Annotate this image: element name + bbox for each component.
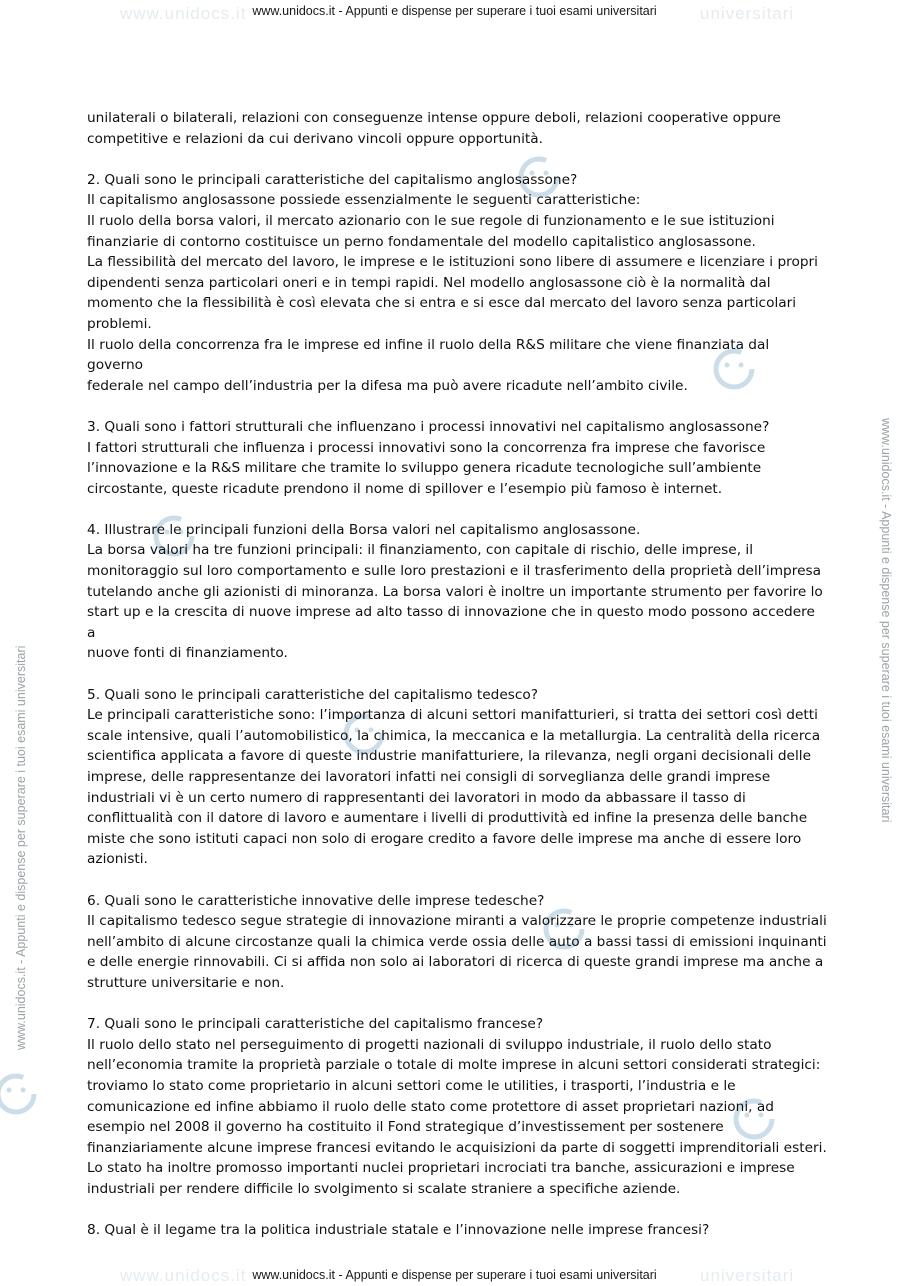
text-line: Lo stato ha inoltre promosso importanti nuclei proprietari incrociati tra banche, assicurazioni e imprese <box>87 1160 795 1177</box>
text-line: tutelando anche gli azionisti di minoranza. La borsa valori è inoltre un importante strumento per favorire lo <box>87 583 823 600</box>
text-line: nuove fonti di finanziamento. <box>87 645 288 662</box>
text-line: La flessibilità del mercato del lavoro, le imprese e le istituzioni sono libere di assumere e licenziare i propri <box>87 254 818 271</box>
text-line: Il capitalismo tedesco segue strategie di innovazione miranti a valorizzare le proprie competenze industriali <box>87 913 827 930</box>
question-heading: 7. Quali sono le principali caratteristiche del capitalismo francese? <box>87 1016 544 1033</box>
unidocs-logo-icon <box>0 1070 40 1118</box>
intro-paragraph <box>87 108 827 149</box>
text-line: Il capitalismo anglosassone possiede essenzialmente le seguenti caratteristiche: <box>87 192 641 209</box>
question-heading: 2. Quali sono le principali caratteristiche del capitalismo anglosassone? <box>87 171 578 188</box>
question-heading: 4. Illustrare le principali funzioni della Borsa valori nel capitalismo anglosassone. <box>87 521 641 538</box>
text-line: Le principali caratteristiche sono: l’importanza di alcuni settori manifatturieri, si tratta dei settori così detti <box>87 707 818 724</box>
section-question-3 <box>87 417 827 499</box>
text-line: finanziarie di contorno costituisce un perno fondamentale del modello capitalistico anglosassone. <box>87 233 756 250</box>
text-line: nell’economia tramite la proprietà parziale o totale di molte imprese in alcuni settori considerati strategici: <box>87 1057 821 1074</box>
text-line: scale intensive, quali l’automobilistico, la chimica, la meccanica e la metallurgia. La centralità della ricerca <box>87 727 821 744</box>
footer-ghost-watermark-right: universitari <box>700 1266 795 1285</box>
document-body <box>87 108 827 1241</box>
section-question-2 <box>87 170 827 397</box>
text-line: momento che la flessibilità è così elevata che si entra e si esce dal mercato del lavoro senza particolari <box>87 295 797 312</box>
header-ghost-watermark: www.unidocs.it <box>120 4 247 23</box>
text-line: azionisti. <box>87 851 148 868</box>
question-heading: 6. Quali sono le caratteristiche innovative delle imprese tedesche? <box>87 892 545 909</box>
text-line: nell’ambito di alcune circostanze quali la chimica verde ossia delle auto a bassi tassi di emissioni inquinanti <box>87 933 827 950</box>
section-question-6 <box>87 891 827 994</box>
section-question-4 <box>87 520 827 664</box>
text-line: e delle energie rinnovabili. Ci si affida non solo ai laboratori di ricerca di queste grandi imprese ma anche a <box>87 954 824 971</box>
right-side-watermark: www.unidocs.it - Appunti e dispense per superare i tuoi esami universitari <box>879 418 893 823</box>
text-line: strutture universitarie e non. <box>87 974 285 991</box>
question-heading: 8. Qual è il legame tra la politica industriale statale e l’innovazione nelle imprese francesi? <box>87 1222 710 1239</box>
question-heading: 3. Quali sono i fattori strutturali che influenzano i processi innovativi nel capitalismo anglosassone? <box>87 418 770 435</box>
text-line: I fattori strutturali che influenza i processi innovativi sono la concorrenza fra imprese che favorisce <box>87 439 766 456</box>
text-line: industriali vi è un certo numero di rappresentanti dei lavoratori in modo da abbassare il tasso di <box>87 789 746 806</box>
section-question-8 <box>87 1220 827 1241</box>
footer-ghost-watermark: www.unidocs.it <box>120 1266 247 1285</box>
footer-watermark: www.unidocs.it - Appunti e dispense per superare i tuoi esami universitari <box>252 1268 657 1282</box>
text-line: l’innovazione e la R&S militare che tramite lo sviluppo genera ricadute tecnologiche sull’ambiente <box>87 460 762 477</box>
text-line: federale nel campo dell’industria per la difesa ma può avere ricadute nell’ambito civile. <box>87 377 688 394</box>
text-line: unilaterali o bilaterali, relazioni con conseguenze intense oppure deboli, relazioni cooperative oppure <box>87 110 781 126</box>
text-line: Il ruolo della borsa valori, il mercato azionario con le sue regole di funzionamento e le sue istituzioni <box>87 212 775 229</box>
text-line: monitoraggio sul loro comportamento e sulle loro prestazioni e il trasferimento della proprietà dell’impresa <box>87 563 822 580</box>
text-line: Il ruolo della concorrenza fra le imprese ed infine il ruolo della R&S militare che viene finanziata dal governo <box>87 336 770 374</box>
text-line: imprese, delle rappresentanze dei lavoratori infatti nei consigli di sorveglianza delle grandi imprese <box>87 769 771 785</box>
question-heading: 5. Quali sono le principali caratteristiche del capitalismo tedesco? <box>87 686 539 703</box>
section-question-5 <box>87 685 827 870</box>
text-line: dipendenti senza particolari oneri e in tempi rapidi. Nel modello anglosassone ciò è la normalità dal <box>87 274 771 291</box>
text-line: Il ruolo dello stato nel perseguimento di progetti nazionali di sviluppo industriale, il ruolo dello stato <box>87 1036 772 1053</box>
text-line: esempio nel 2008 il governo ha costituito il Fond strategique d’investissement per sostenere <box>87 1119 724 1136</box>
header-watermark: www.unidocs.it - Appunti e dispense per superare i tuoi esami universitari <box>252 4 657 18</box>
text-line: La borsa valori ha tre funzioni principali: il finanziamento, con capitale di rischio, delle imprese, il <box>87 542 753 559</box>
section-question-7 <box>87 1014 827 1199</box>
text-line: problemi. <box>87 315 152 332</box>
text-line: finanziariamente alcune imprese francesi evitando le acquisizioni da parte di soggetti imprenditoriali esteri. <box>87 1139 827 1156</box>
text-line: start up e la crescita di nuove imprese ad alto tasso di innovazione che in questo modo possono accedere a <box>87 604 815 641</box>
header-ghost-watermark-right: universitari <box>700 4 795 23</box>
text-line: conflittualità con il datore di lavoro e aumentare i livelli di produttività ed infine la presenza delle banche <box>87 810 808 827</box>
text-line: comunicazione ed infine abbiamo il ruolo delle stato come protettore di asset proprietari nazioni, ad <box>87 1098 774 1115</box>
text-line: scientifica applicata a favore di queste industrie manifatturiere, la rilevanza, negli organi decisionali delle <box>87 748 812 765</box>
left-side-watermark: www.unidocs.it - Appunti e dispense per superare i tuoi esami universitari <box>14 645 28 1050</box>
text-line: circostante, queste ricadute prendono il nome di spillover e l’esempio più famoso è internet. <box>87 480 723 497</box>
text-line: troviamo lo stato come proprietario in alcuni settori come le utilities, i trasporti, l’industria e le <box>87 1077 736 1094</box>
text-line: competitive e relazioni da cui derivano vincoli oppure opportunità. <box>87 130 543 147</box>
text-line: industriali per rendere difficile lo svolgimento si scalate straniere a specifiche aziende. <box>87 1180 681 1197</box>
text-line: miste che sono istituti capaci non solo di erogare credito a favore delle imprese ma anche di essere loro <box>87 830 802 847</box>
